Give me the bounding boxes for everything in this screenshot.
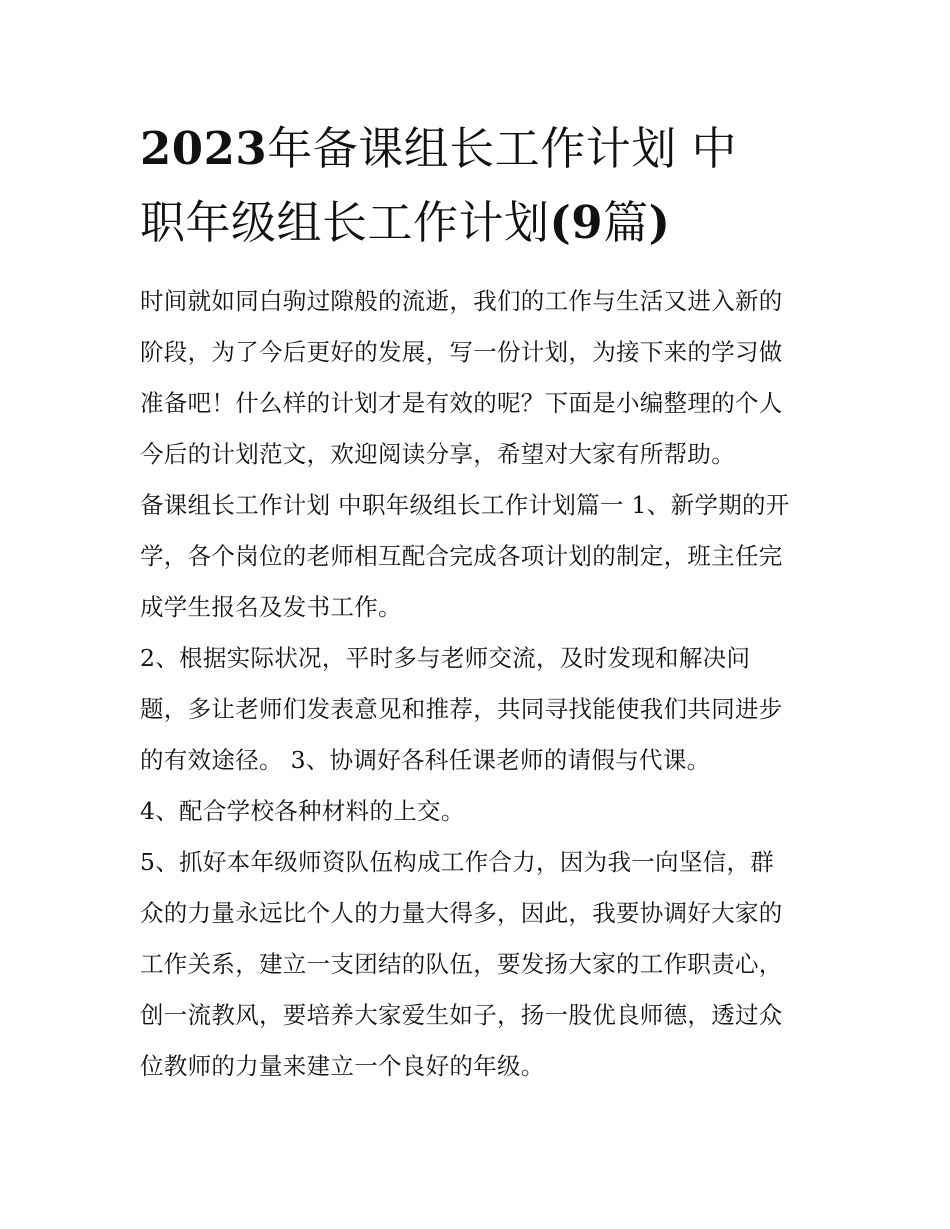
paragraph-line: 创一流教风，要培养大家爱生如子，扬一股优良师德，透过众 — [140, 1001, 783, 1029]
paragraph-item-5 — [140, 837, 820, 1092]
title-line-1 — [140, 112, 820, 186]
title-count-open: (9 — [549, 196, 604, 249]
title-line-2-text: 职年级组长工作计划 — [140, 196, 550, 249]
paragraph-line: 5、抓好本年级师资队伍构成工作合力，因为我一向坚信，群 — [140, 848, 775, 876]
paragraph-line: 工作关系，建立一支团结的队伍，要发扬大家的工作职责心， — [140, 950, 783, 978]
paragraph-line: 4、配合学校各种材料的上交。 — [140, 797, 465, 825]
paragraph-line: 准备吧！什么样的计划才是有效的呢？下面是小编整理的个人 — [140, 389, 783, 417]
paragraph-line: 时间就如同白驹过隙般的流逝，我们的工作与生活又进入新的 — [140, 287, 783, 315]
title-line-2 — [140, 186, 820, 260]
paragraph-line: 成学生报名及发书工作。 — [140, 593, 402, 621]
paragraph-item-4 — [140, 786, 820, 837]
paragraph-item-2-3 — [140, 633, 820, 786]
paragraph-line: 学，各个岗位的老师相互配合完成各项计划的制定，班主任完 — [140, 542, 783, 570]
paragraph-line: 位教师的力量来建立一个良好的年级。 — [140, 1052, 545, 1080]
paragraph-line: 的有效途径。 3、协调好各科任课老师的请假与代课。 — [140, 746, 711, 774]
paragraph-line: 今后的计划范文，欢迎阅读分享，希望对大家有所帮助。 — [140, 440, 735, 468]
paragraph-line: 题，多让老师们发表意见和推荐，共同寻找能使我们共同进步 — [140, 695, 783, 723]
paragraph-intro — [140, 276, 820, 480]
title-count-close: ) — [648, 196, 671, 249]
paragraph-line: 众的力量永远比个人的力量大得多，因此，我要协调好大家的 — [140, 899, 783, 927]
title-count-unit: 篇 — [603, 196, 649, 249]
paragraph-item-1 — [140, 480, 820, 633]
paragraph-line: 阶段，为了今后更好的发展，写一份计划，为接下来的学习做 — [140, 338, 783, 366]
paragraph-line: 2、根据实际状况，平时多与老师交流，及时发现和解决问 — [140, 644, 751, 672]
document-body — [140, 276, 820, 1092]
paragraph-line: 备课组长工作计划 中职年级组长工作计划篇一 1、新学期的开 — [140, 491, 790, 519]
title-year: 2023 — [140, 122, 268, 175]
document-title — [140, 112, 820, 260]
title-line-1-text: 年备课组长工作计划 中 — [267, 122, 738, 175]
